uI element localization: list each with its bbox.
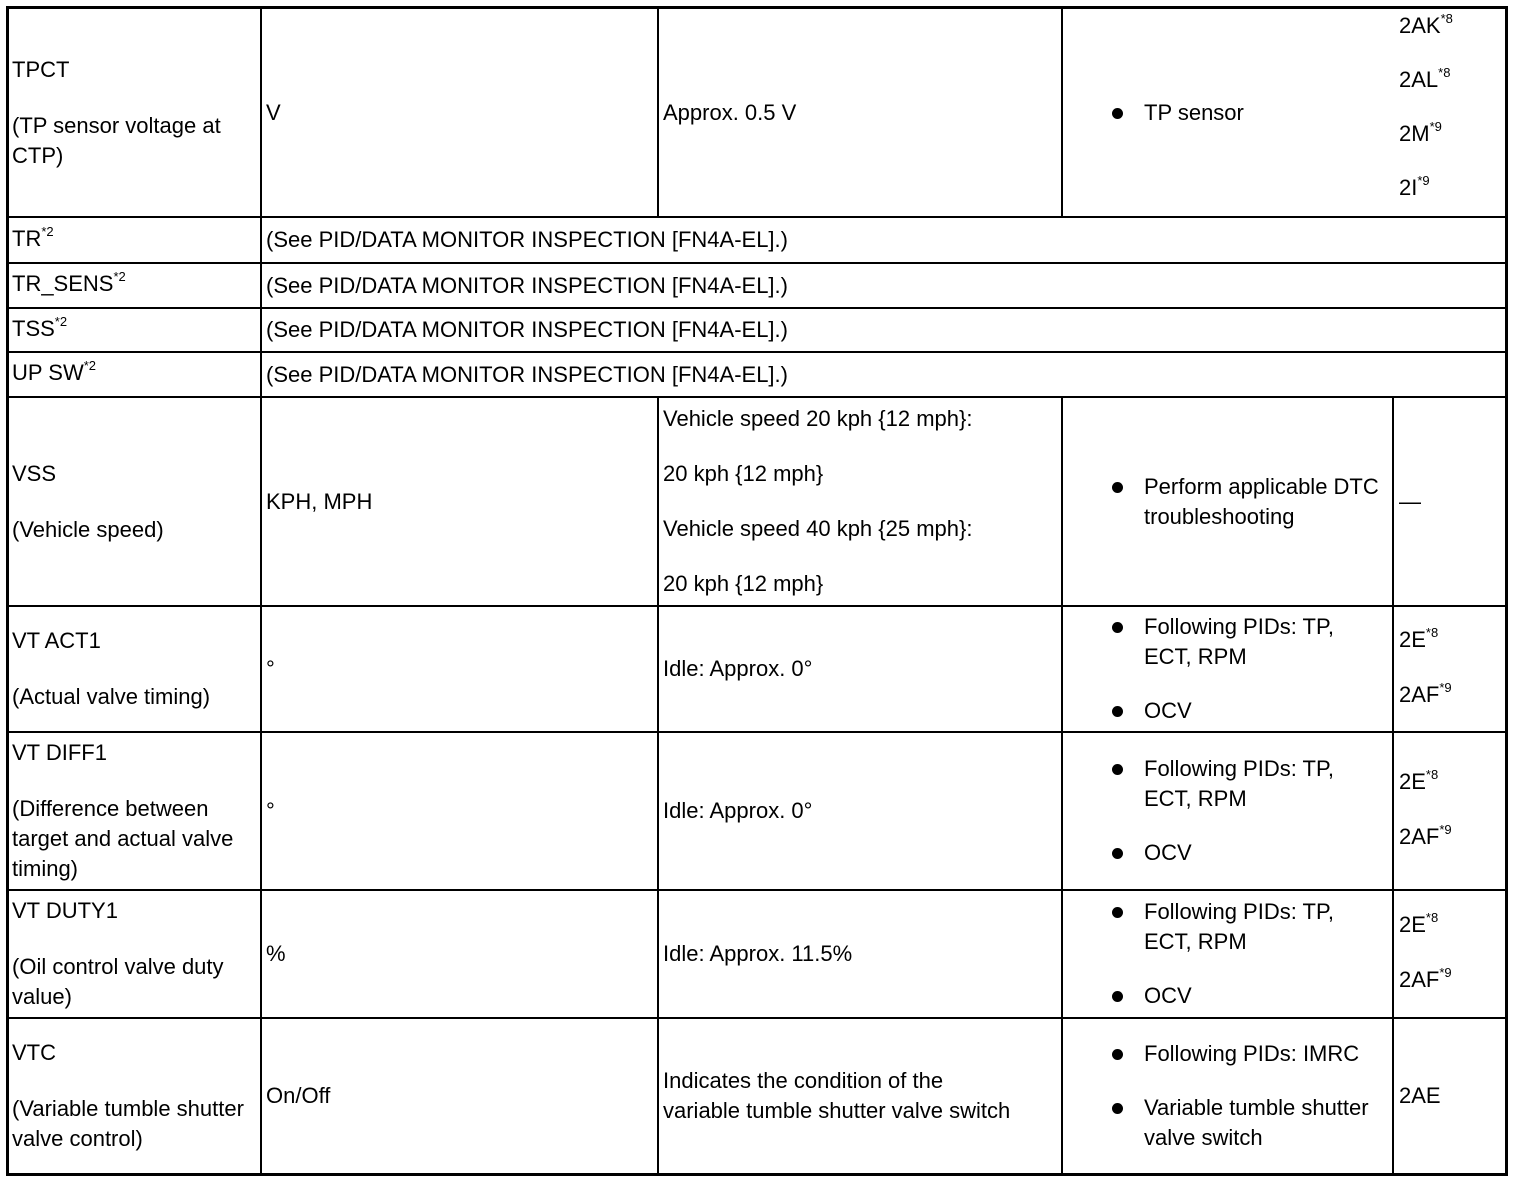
column-divider (260, 9, 262, 1173)
action-item: Following PIDs: TP, ECT, RPM (1063, 754, 1383, 814)
unit-value: On/Off (266, 1083, 331, 1108)
pid-description: (Difference between target and actual valve timing) (12, 796, 234, 881)
condition-text: Idle: Approx. 0° (663, 798, 813, 823)
terminal-value: $2E^{*8}$ (1399, 767, 1439, 794)
condition-cell (663, 398, 1058, 605)
unit-value: V (266, 99, 281, 125)
condition-cell (663, 733, 1058, 889)
terminal-cell (1399, 733, 1503, 889)
pid-cell (12, 264, 258, 307)
pid-cell (12, 309, 258, 351)
pid-description: (Actual valve timing) (12, 684, 211, 709)
action-item: Variable tumble shutter valve switch (1063, 1093, 1383, 1153)
terminal-value: 2AE (1399, 1083, 1441, 1108)
reference-cell (266, 309, 1502, 351)
condition-text: Idle: Approx. 0° (663, 656, 813, 681)
pid-cell (12, 398, 258, 605)
reference-cell (266, 218, 1502, 262)
pid-description: (TP sensor voltage at CTP) (12, 112, 221, 168)
reference-text: (See PID/DATA MONITOR INSPECTION [FN4A-EL].) (266, 227, 788, 252)
terminal-value: 2AL$^{*8}$ (1399, 65, 1451, 92)
condition-text: Approx. 0.5 V (663, 99, 797, 125)
action-cell (1063, 607, 1383, 731)
pid-cell (12, 9, 258, 216)
pid-cell (12, 733, 258, 889)
reference-text: (See PID/DATA MONITOR INSPECTION [FN4A-EL].) (266, 317, 788, 342)
action-cell (1063, 891, 1383, 1017)
pid-name: UP SW$^{*2}$ (12, 358, 97, 385)
action-cell (1063, 1019, 1383, 1173)
action-item: TP sensor (1063, 98, 1443, 128)
column-divider (657, 9, 659, 217)
condition-cell (663, 1019, 1023, 1173)
action-cell (1063, 398, 1383, 605)
unit-value: ° (266, 656, 275, 681)
column-divider (657, 397, 659, 1173)
condition-cell (663, 891, 1058, 1017)
condition-text: Idle: Approx. 11.5% (663, 941, 853, 966)
action-item: OCV (1063, 696, 1383, 726)
unit-cell (266, 891, 654, 1017)
action-item: OCV (1063, 981, 1383, 1011)
pid-name: TSS$^{*2}$ (12, 313, 68, 341)
terminal-cell (1399, 891, 1503, 1017)
pid-name: VT ACT1 (12, 628, 101, 653)
pid-name: TR$^{*2}$ (12, 223, 54, 251)
pid-name: VT DIFF1 (12, 740, 107, 765)
unit-cell (266, 1019, 654, 1173)
terminal-value: $2E^{*8}$ (1399, 625, 1439, 652)
unit-cell (266, 398, 654, 605)
action-item: Following PIDs: IMRC (1063, 1039, 1383, 1069)
unit-cell (266, 733, 654, 889)
reference-cell (266, 264, 1502, 307)
reference-cell (266, 353, 1502, 396)
terminal-value: $2I^{*9}$ (1399, 173, 1430, 200)
terminal-value: $2E^{*8}$ (1399, 910, 1439, 937)
terminal-value: 2AK$^{*8}$ (1399, 11, 1453, 38)
pid-cell (12, 607, 258, 731)
terminal-value: 2AF$^{*9}$ (1399, 965, 1452, 992)
pid-name: VT DUTY1 (12, 898, 118, 923)
pid-cell (12, 891, 258, 1017)
unit-cell (266, 9, 654, 216)
action-cell (1063, 9, 1443, 216)
unit-value: % (266, 941, 286, 966)
pid-cell (12, 1019, 258, 1173)
action-item: Perform applicable DTC troubleshooting (1063, 472, 1383, 532)
condition-text: Indicates the condition of the variable tumble shutter valve switch (663, 1068, 1011, 1123)
pid-monitor-table (6, 6, 1508, 1176)
column-divider (1392, 397, 1394, 1173)
terminal-cell (1399, 607, 1503, 731)
pid-name: VTC (12, 1040, 56, 1065)
terminal-value: — (1399, 488, 1421, 514)
condition-text: 20 kph {12 mph} (663, 571, 824, 596)
action-item: OCV (1063, 838, 1383, 868)
pid-name: TPCT (12, 56, 70, 82)
reference-text: (See PID/DATA MONITOR INSPECTION [FN4A-EL].) (266, 272, 788, 298)
pid-name: TR_SENS$^{*2}$ (12, 269, 126, 296)
pid-description: (Vehicle speed) (12, 516, 164, 542)
terminal-cell (1399, 13, 1503, 216)
terminal-value: 2AF$^{*9}$ (1399, 822, 1452, 849)
terminal-cell (1399, 398, 1503, 605)
action-item: Following PIDs: TP, ECT, RPM (1063, 612, 1383, 672)
action-cell (1063, 733, 1383, 889)
condition-text: Vehicle speed 40 kph {25 mph}: (663, 516, 973, 541)
condition-text: 20 kph {12 mph} (663, 461, 824, 486)
condition-text: Vehicle speed 20 kph {12 mph}: (663, 406, 973, 431)
pid-description: (Oil control valve duty value) (12, 954, 224, 1009)
pid-description: (Variable tumble shutter valve control) (12, 1096, 244, 1151)
condition-cell (663, 607, 1058, 731)
terminal-value: 2AF$^{*9}$ (1399, 680, 1452, 707)
pid-name: VSS (12, 460, 57, 486)
unit-cell (266, 607, 654, 731)
action-item: Following PIDs: TP, ECT, RPM (1063, 897, 1383, 957)
reference-text: (See PID/DATA MONITOR INSPECTION [FN4A-EL].) (266, 361, 788, 387)
pid-cell (12, 218, 258, 262)
terminal-value: $2M^{*9}$ (1399, 119, 1442, 146)
terminal-cell (1399, 1019, 1503, 1173)
pid-cell (12, 353, 258, 396)
unit-value: ° (266, 798, 275, 823)
condition-cell (663, 9, 1058, 216)
unit-value: KPH, MPH (266, 488, 373, 514)
